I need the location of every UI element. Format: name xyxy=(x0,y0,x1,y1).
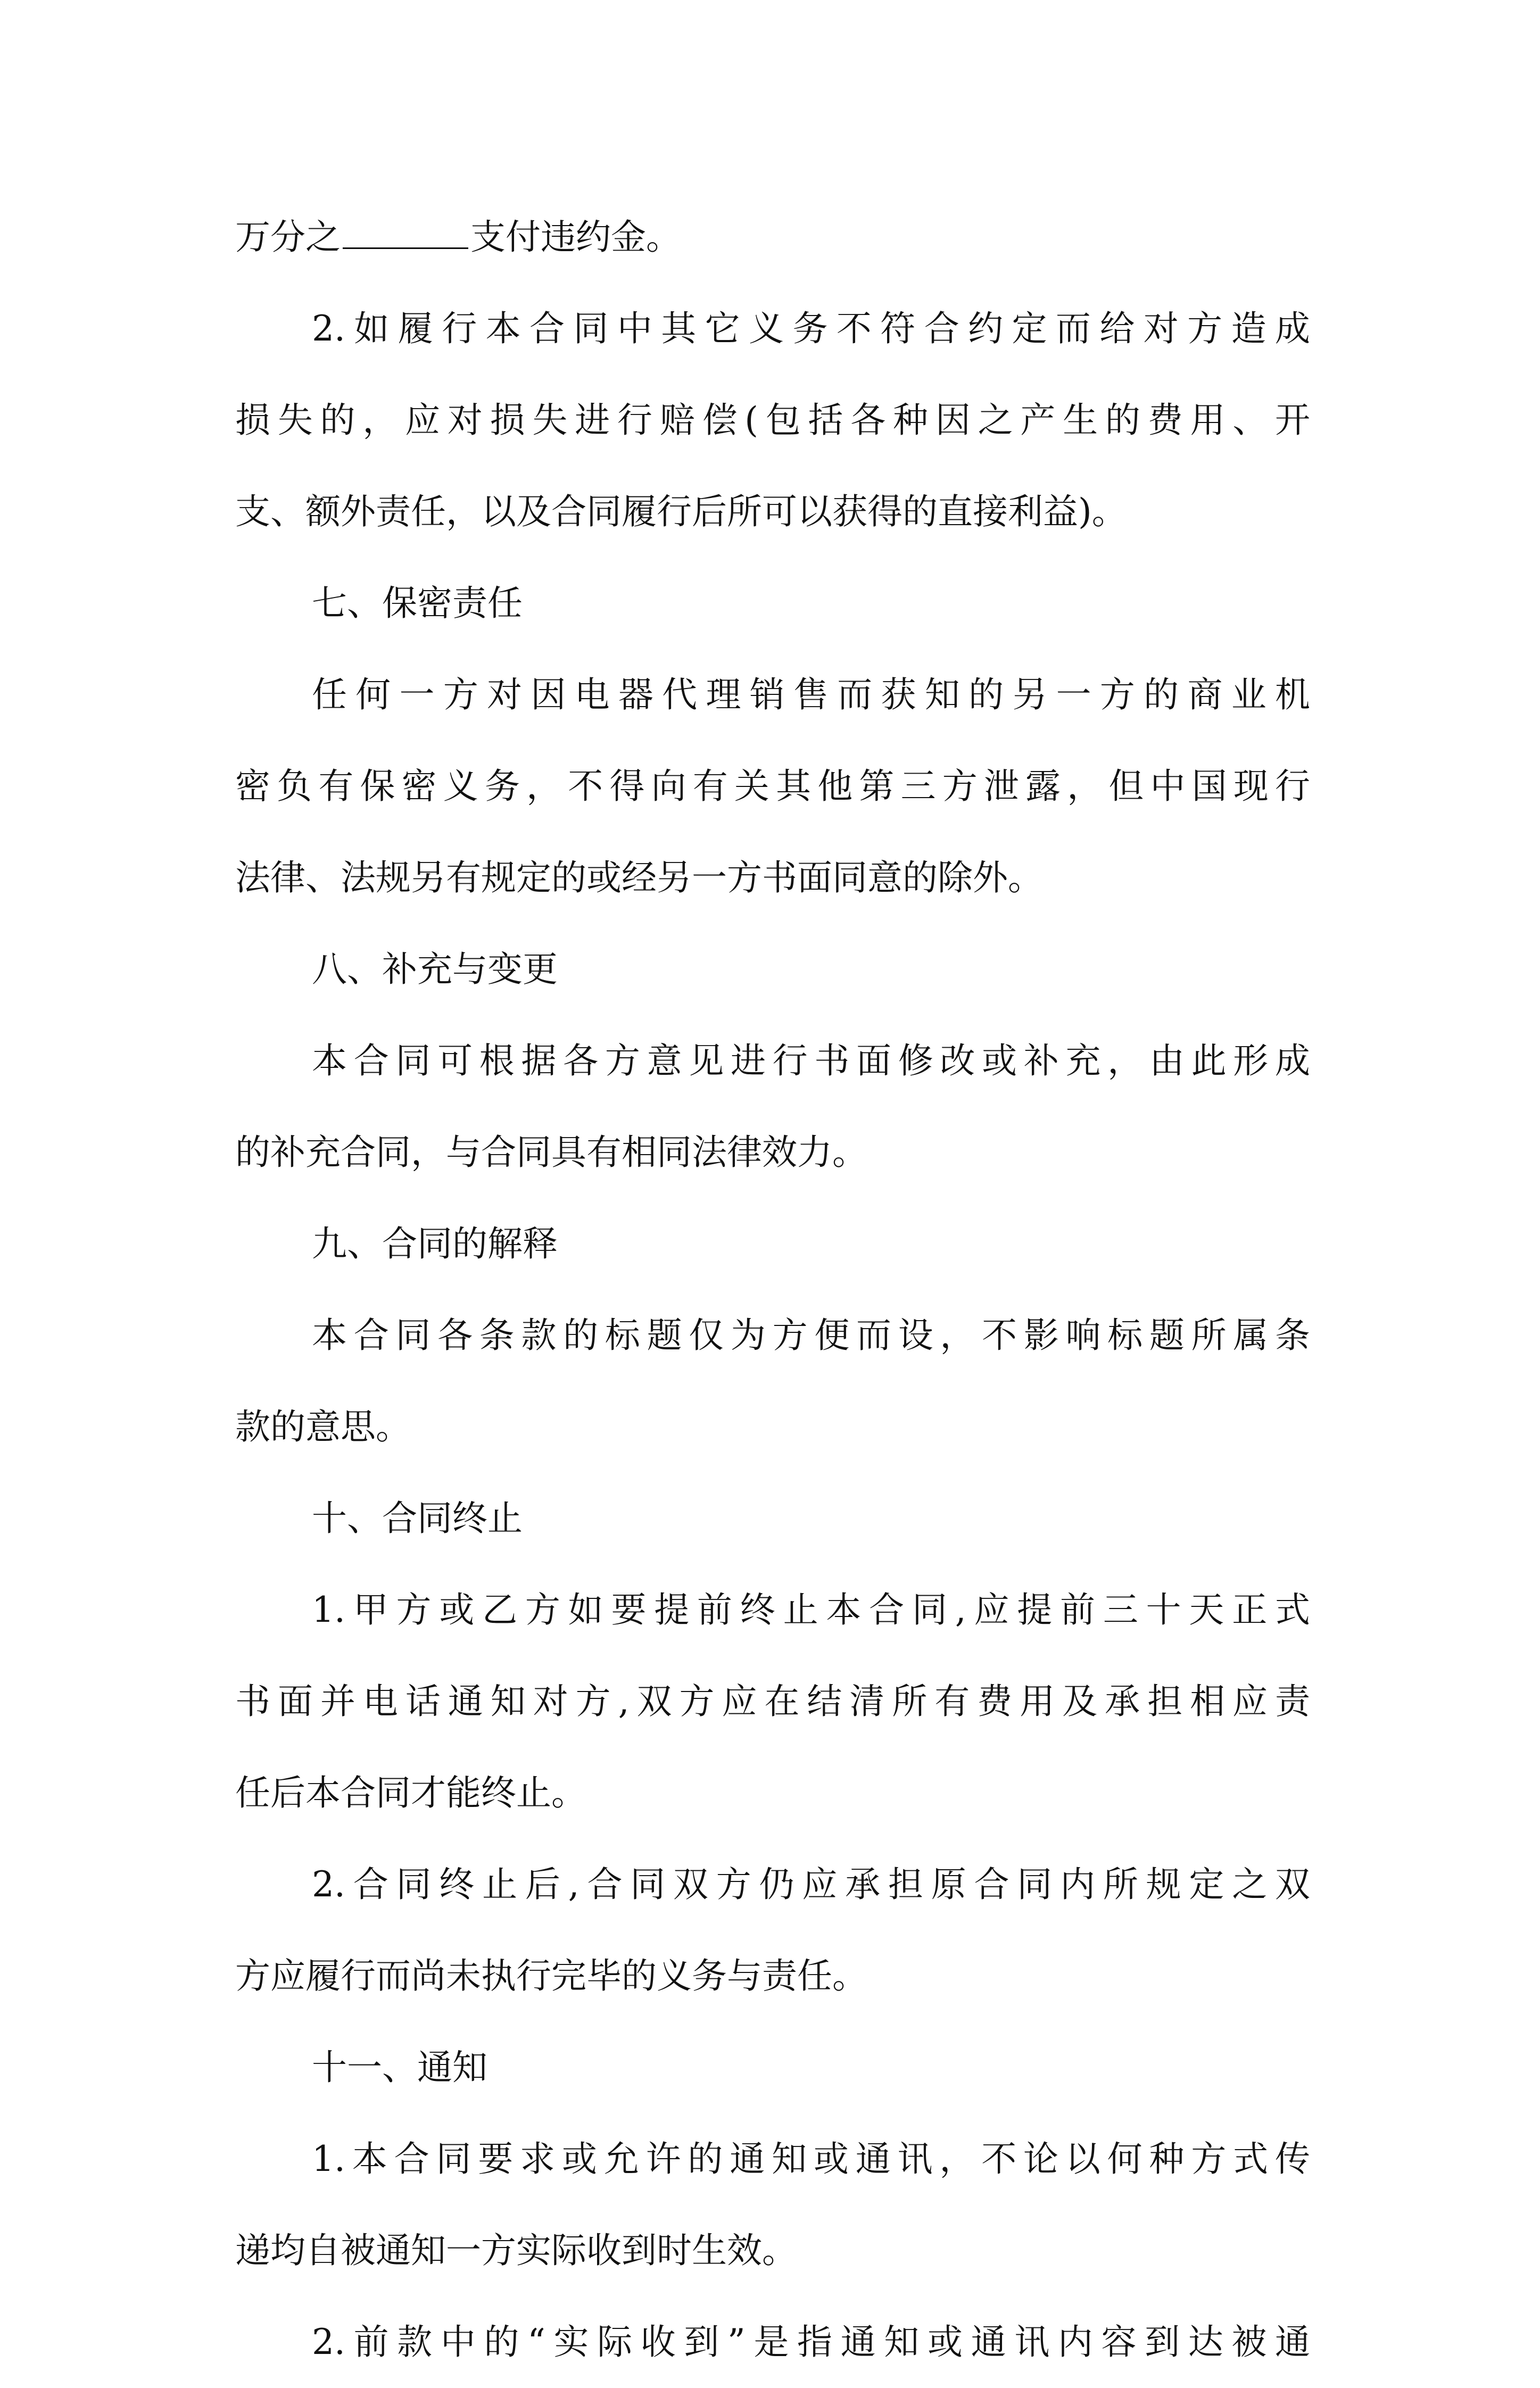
paragraph-line: 递均自被通知一方实际收到时生效。 xyxy=(235,2230,797,2271)
paragraph-line: 密负有保密义务，不得向有关其他第三方泄露，但中国现行 xyxy=(235,766,1310,807)
paragraph-line: 支、额外责任，以及合同履行后所可以获得的直接利益)。 xyxy=(235,491,1127,532)
paragraph-line: 2.如履行本合同中其它义务不符合约定而给对方造成 xyxy=(312,308,1310,349)
paragraph-line: 款的意思。 xyxy=(235,1406,411,1447)
section-heading: 十、合同终止 xyxy=(312,1498,523,1539)
paragraph-line: 任何一方对因电器代理销售而获知的另一方的商业机 xyxy=(312,674,1310,715)
section-heading: 八、补充与变更 xyxy=(312,949,558,990)
paragraph-line: 方应履行而尚未执行完毕的义务与责任。 xyxy=(235,1955,867,1996)
fill-in-blank xyxy=(343,215,468,249)
section-heading: 十一、通知 xyxy=(312,2047,487,2088)
text-line-penalty-rate xyxy=(235,192,1310,283)
paragraph-line: 书面并电话通知对方,双方应在结清所有费用及承担相应责 xyxy=(235,1681,1310,1722)
paragraph-line: 任后本合同才能终止。 xyxy=(235,1772,586,1813)
paragraph-line: 2.合同终止后,合同双方仍应承担原合同内所规定之双 xyxy=(312,1864,1310,1905)
paragraph-line: 的补充合同，与合同具有相同法律效力。 xyxy=(235,1132,867,1173)
text-fragment: 万分之 xyxy=(235,217,341,258)
paragraph-line: 2.前款中的“实际收到”是指通知或通讯内容到达被通 xyxy=(312,2321,1310,2362)
text-fragment: 支付违约金。 xyxy=(470,217,681,258)
paragraph-line: 本合同可根据各方意见进行书面修改或补充，由此形成 xyxy=(312,1040,1310,1081)
paragraph-line: 1.甲方或乙方如要提前终止本合同,应提前三十天正式 xyxy=(312,1589,1310,1630)
paragraph-line: 本合同各条款的标题仅为方便而设，不影响标题所属条 xyxy=(312,1315,1310,1356)
document-body xyxy=(235,192,1310,2388)
paragraph-line: 1.本合同要求或允许的通知或通讯，不论以何种方式传 xyxy=(312,2138,1310,2179)
paragraph-line: 法律、法规另有规定的或经另一方书面同意的除外。 xyxy=(235,857,1043,898)
section-heading: 九、合同的解释 xyxy=(312,1223,558,1264)
section-heading: 七、保密责任 xyxy=(312,583,523,624)
paragraph-line: 损失的，应对损失进行赔偿(包括各种因之产生的费用、开 xyxy=(235,400,1310,441)
